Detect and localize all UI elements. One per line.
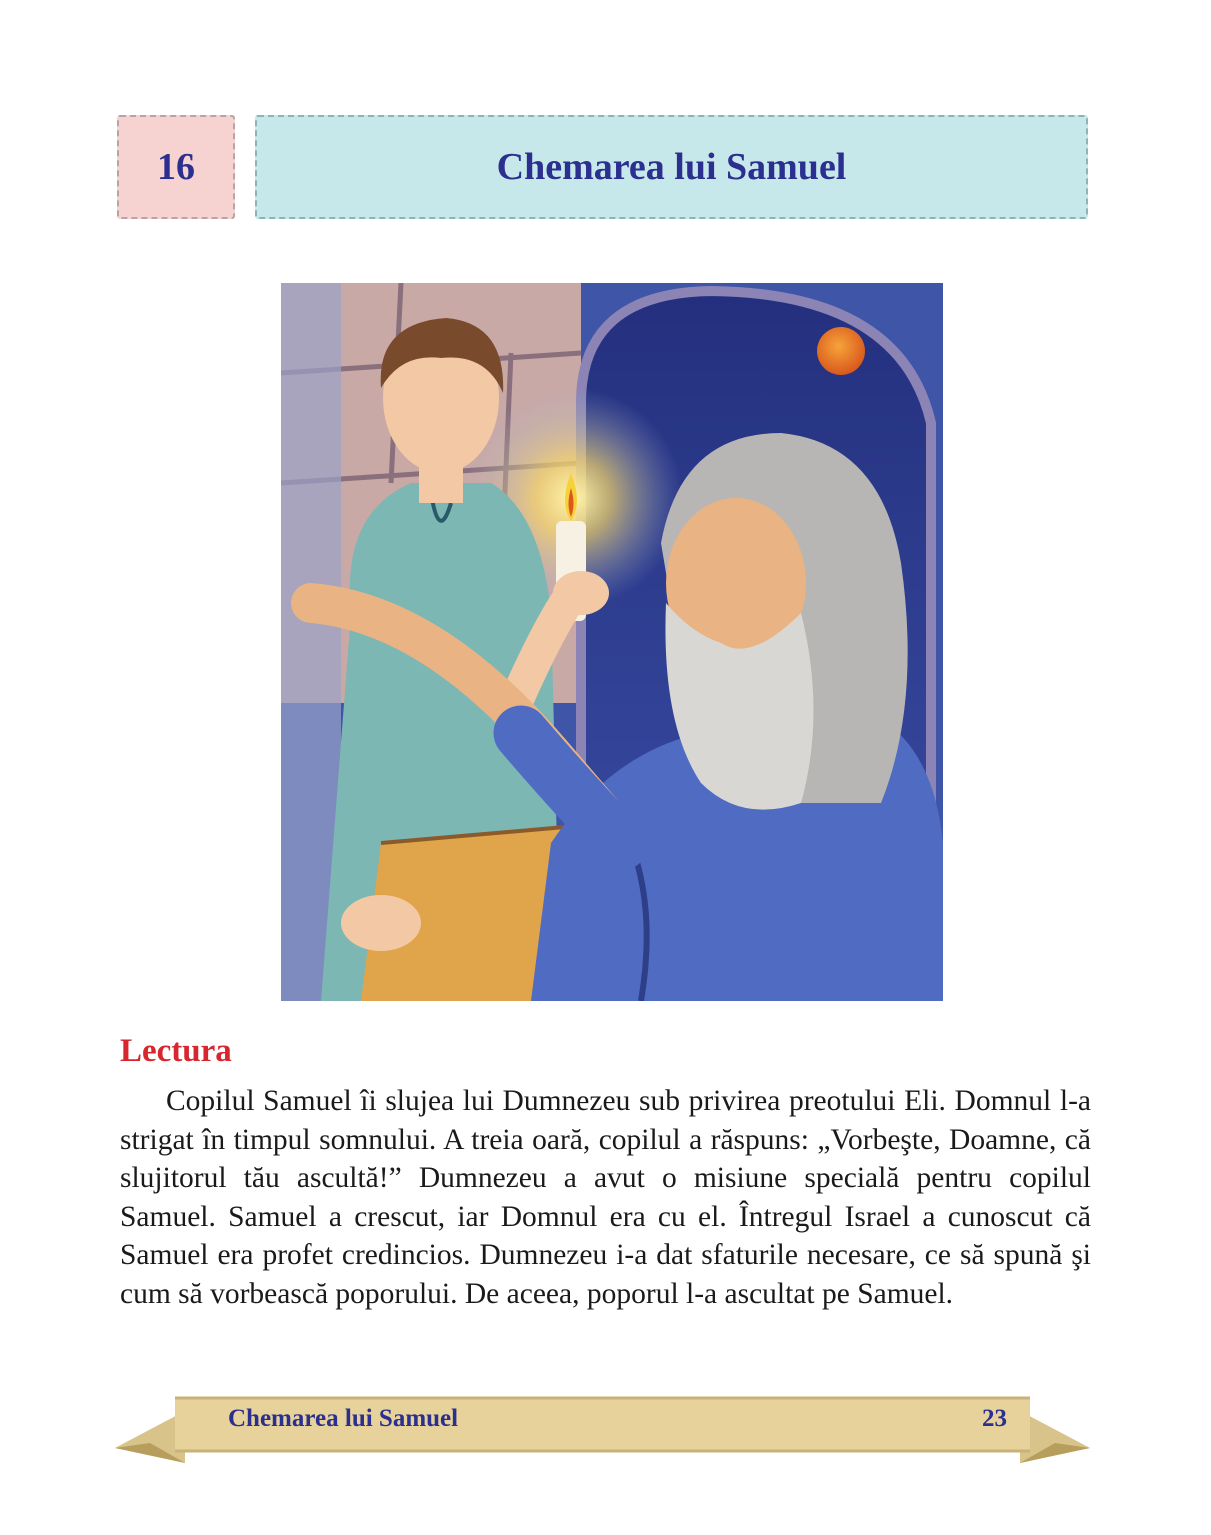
lesson-title: Chemarea lui Samuel bbox=[496, 146, 847, 188]
footer-title: Chemarea lui Samuel bbox=[228, 1405, 459, 1432]
lesson-number: 16 bbox=[157, 146, 195, 188]
reading-text: Copilul Samuel îi slujea lui Dumnezeu sub privirea preotului Eli. Domnul l-a strigat în timpul somnului. A treia oară, copilul a răspuns: „Vorbeşte, Doamne, că slujitorul tău ascultă!” Dumnezeu a avut o misiune specială pentru copilul Samuel. Samuel a crescut, iar Domnul era cu el. Întregul Israel a cunoscut că Samuel era profet credincios. Dumnezeu i-a dat sfaturile necesare, ce să spună şi cum să vorbească poporului. De aceea, poporul l-a ascultat pe Samuel. bbox=[120, 1085, 1091, 1310]
lesson-number-box bbox=[117, 115, 235, 219]
page-number: 23 bbox=[982, 1405, 1007, 1432]
section-heading: Lectura bbox=[120, 1033, 232, 1069]
lesson-title-box bbox=[255, 115, 1088, 219]
lesson-illustration bbox=[281, 283, 943, 1001]
